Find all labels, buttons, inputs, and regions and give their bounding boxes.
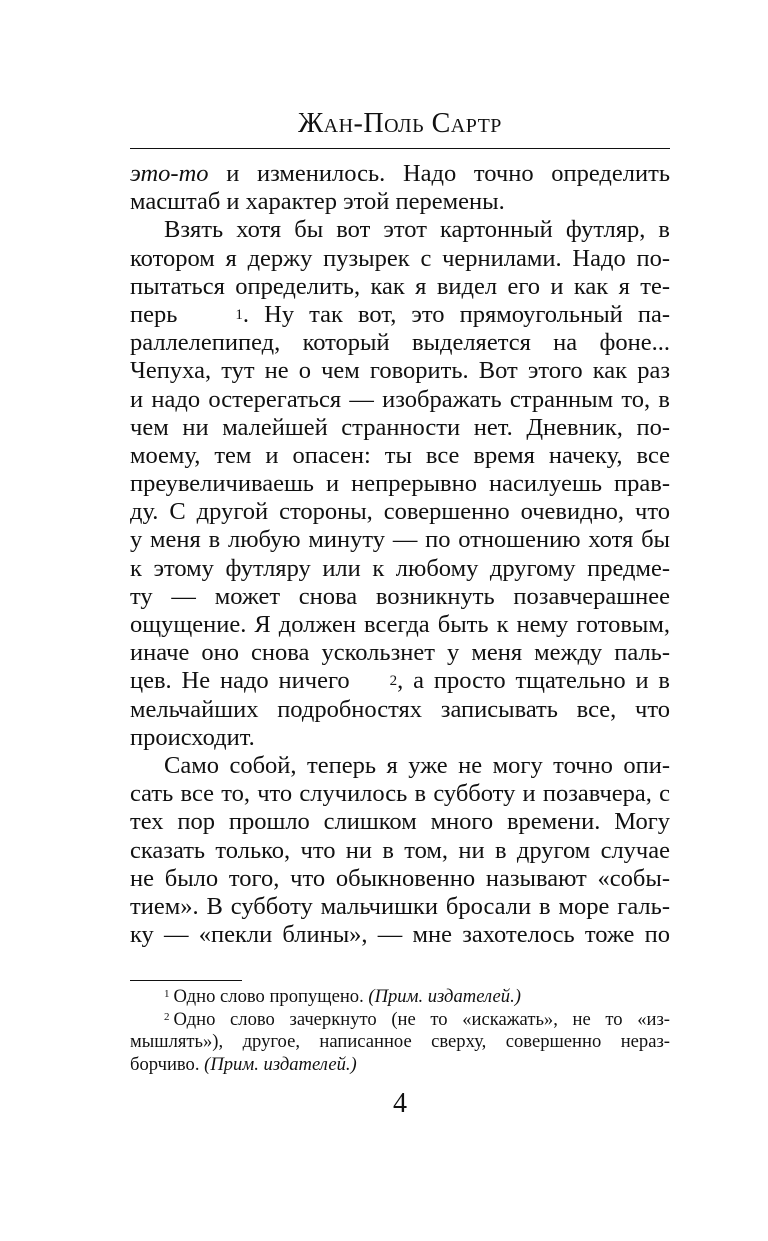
text-line: преувеличиваешь и непрерывно насилуешь прав- — [130, 470, 670, 498]
text-line: котором я держу пузырек с чернилами. Надо по- — [130, 244, 670, 272]
text-line: иначе оно снова ускользнет у меня между паль- — [130, 639, 670, 667]
text-line: к этому футляру или к любому другому предме- — [130, 554, 670, 582]
text-line: ту — может снова возникнуть позавчерашнее — [130, 582, 670, 610]
text-line: сказать только, что ни в том, ни в другом случае — [130, 836, 670, 864]
header-rule — [130, 148, 670, 149]
page-number: 4 — [393, 1088, 407, 1119]
text-line: Взять хотя бы вот этот картонный футляр, в — [164, 216, 670, 244]
text-line: раллелепипед, который выделяется на фоне... — [130, 329, 670, 357]
italic-word: это-то — [130, 160, 209, 187]
text-line: чем ни малейшей странности нет. Дневник, по- — [130, 413, 670, 441]
footnote-ref-2: 2 — [389, 673, 398, 690]
text-line: ощущение. Я должен всегда быть к нему готовым, — [130, 611, 670, 638]
footnote-2-line: $^2$ Одно слово зачеркнуто (не то «искажать», не то «из- — [164, 1008, 670, 1030]
footnotes — [130, 986, 670, 1076]
text-line: это-то и изменилось. Надо точно определить — [130, 160, 670, 187]
text-line: у меня в любую минуту — по отношению хотя бы — [130, 526, 670, 554]
footnote-rule — [130, 980, 242, 981]
footnote-2-line: борчиво. (Прим. издателей.) — [130, 1053, 357, 1075]
footnote-mark-1: 1 — [164, 988, 170, 1000]
text-line: масштаб и характер этой перемены. — [130, 188, 505, 216]
text-line: ку — «пекли блины», — мне захотелось тоже по — [130, 921, 670, 949]
text-line: Чепуха, тут не о чем говорить. Вот этого как раз — [130, 357, 670, 385]
body-text — [130, 160, 670, 949]
text-line: мельчайших подробностях записывать все, что — [130, 695, 670, 723]
editor-note: (Прим. издателей.) — [204, 1053, 357, 1075]
text-line: цев. Не надо ничего $^2$, а просто тщательно и в — [130, 667, 670, 695]
text-line: сать все то, что случилось в субботу и позавчера, с — [130, 780, 670, 808]
text-line: пытаться определить, как я видел его и как я те- — [130, 272, 670, 300]
running-head — [130, 108, 670, 140]
text-line: тием». В субботу мальчишки бросали в море галь- — [130, 892, 670, 920]
text-line: перь $^1$. Ну так вот, это прямоугольный па- — [130, 300, 670, 328]
text-line: и надо остерегаться — изображать странным то, в — [130, 385, 670, 413]
text-line: тех пор прошло слишком много времени. Могу — [130, 808, 670, 836]
text-line: Само собой, теперь я уже не могу точно опи- — [164, 751, 670, 779]
text-line: не было того, что обыкновенно называют «собы- — [130, 864, 670, 892]
footnote-mark-2: 2 — [164, 1010, 170, 1023]
editor-note: (Прим. издателей.) — [368, 986, 521, 1007]
text-line: ду. С другой стороны, совершенно очевидно, что — [130, 498, 670, 526]
text-line: происходит. — [130, 723, 255, 751]
text-line: моему, тем и опасен: ты все время начеку, все — [130, 441, 670, 469]
footnote-1: $^1$ Одно слово пропущено. (Прим. издателей.) — [164, 986, 521, 1007]
running-head-text: Жан-Поль Сартр — [298, 108, 502, 139]
footnote-ref-1: 1 — [235, 306, 243, 323]
footnote-2-line: мышлять»), другое, написанное сверху, совершенно нераз- — [130, 1031, 670, 1052]
